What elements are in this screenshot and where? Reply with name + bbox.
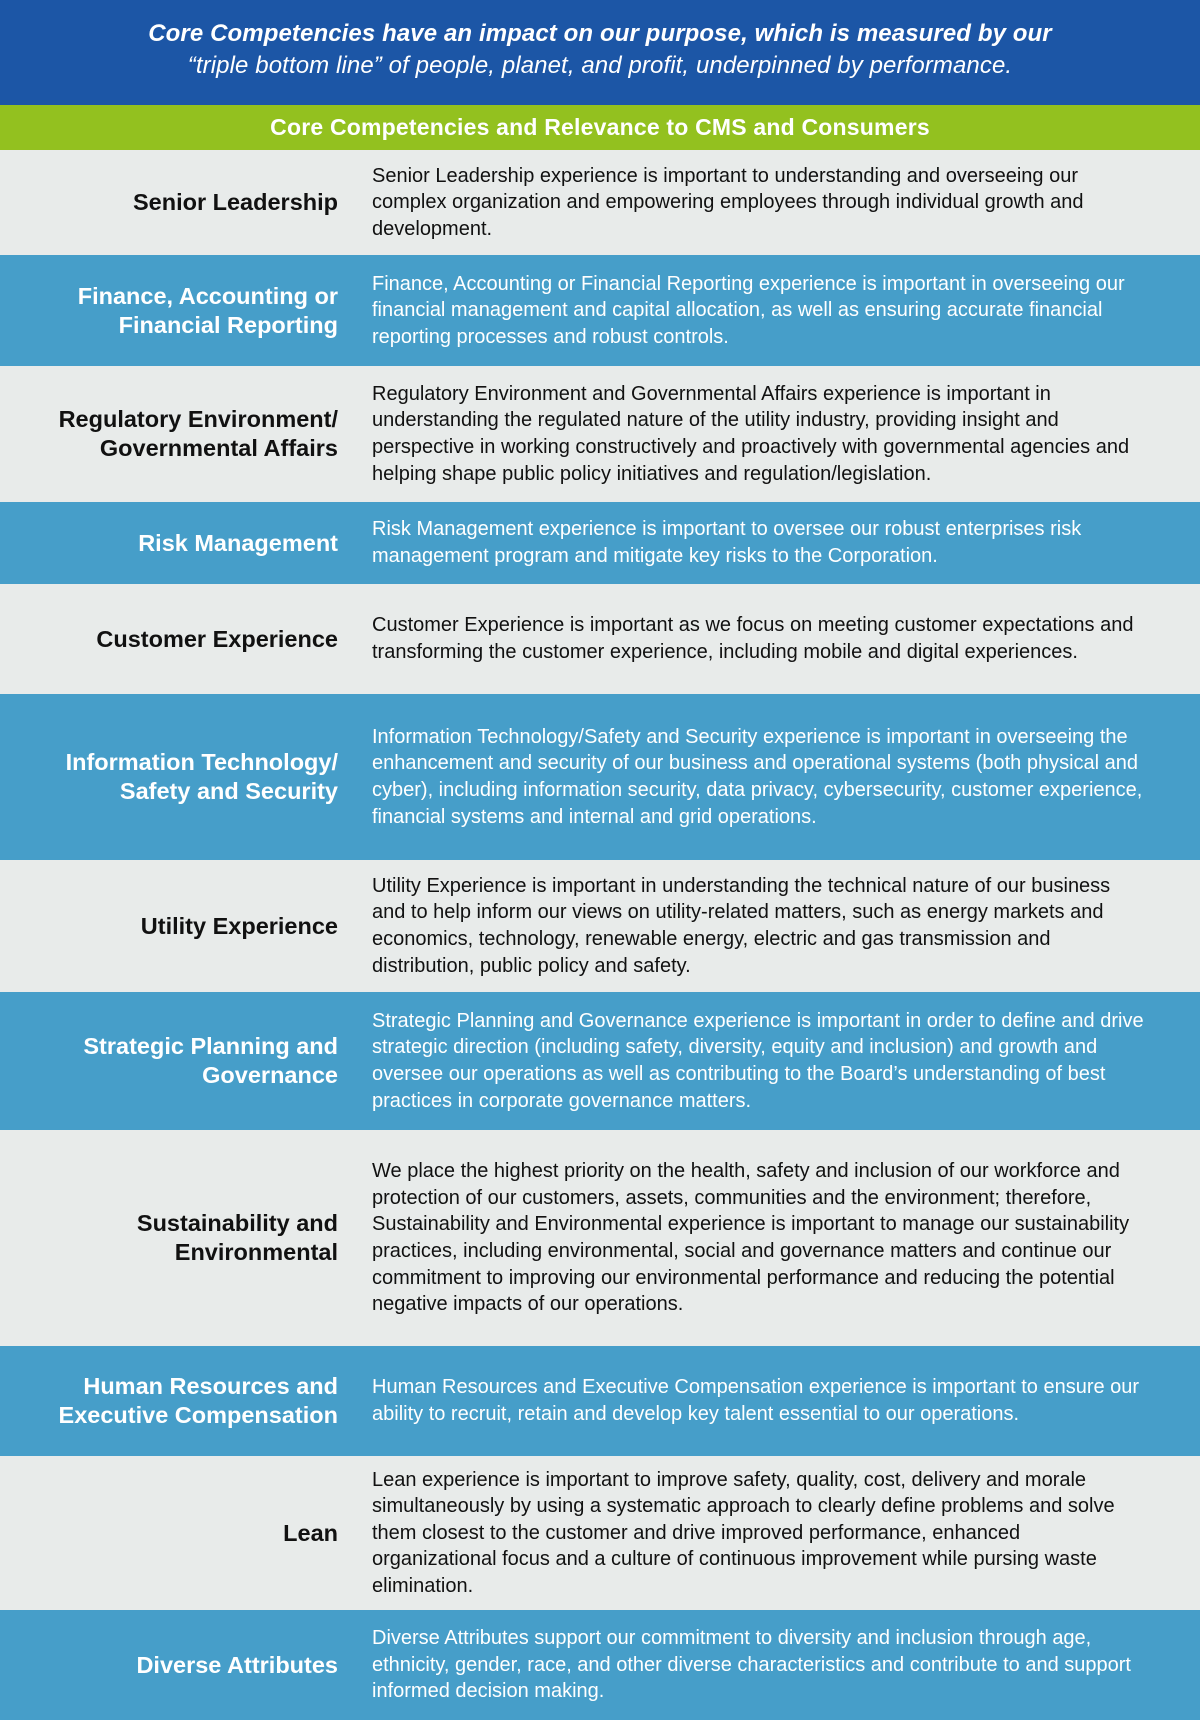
row-label: Senior Leadership bbox=[132, 189, 338, 215]
row-description: Strategic Planning and Governance experience is important in order to define and drive strategic direction (including safety, diversity, equity and inclusion) and growth and oversee our operations as well as contributing to the Board’s understanding of best practices in corporate governance matters. bbox=[372, 1009, 1144, 1112]
intro-line-2: “triple bottom line” of people, planet, and profit, underpinned by performance. bbox=[187, 52, 1013, 79]
row-label: Customer Experience bbox=[96, 625, 338, 652]
table-row bbox=[0, 1346, 1200, 1456]
table-row bbox=[0, 1130, 1200, 1346]
row-label: Regulatory Environment/ Governmental Affairs bbox=[58, 406, 338, 461]
intro-line-1: Core Competencies have an impact on our purpose, which is measured by our bbox=[148, 20, 1052, 47]
table-title: Core Competencies and Relevance to CMS and Consumers bbox=[0, 105, 1200, 150]
table-row bbox=[0, 694, 1200, 860]
table-row bbox=[0, 366, 1200, 502]
table-row bbox=[0, 1456, 1200, 1610]
row-label: Lean bbox=[283, 1519, 338, 1546]
row-description: Senior Leadership experience is important to understanding and overseeing our complex organization and empowering employees through individual growth and development. bbox=[372, 164, 1084, 240]
row-label: Finance, Accounting or Financial Reporting bbox=[77, 282, 338, 338]
row-label: Sustainability and Environmental bbox=[136, 1210, 338, 1265]
row-label: Diverse Attributes bbox=[136, 1651, 338, 1678]
table-row bbox=[0, 255, 1200, 366]
row-label: Human Resources and Executive Compensation bbox=[58, 1373, 338, 1428]
row-description: Diverse Attributes support our commitment to diversity and inclusion through age, ethnicity, gender, race, and other diverse characteristics and contribute to and support informed decision making. bbox=[372, 1627, 1131, 1703]
intro-header bbox=[0, 0, 1200, 105]
row-description: Human Resources and Executive Compensation experience is important to ensure our ability to recruit, retain and develop key talent essential to our operations. bbox=[372, 1376, 1140, 1425]
table-row bbox=[0, 502, 1200, 584]
table-row bbox=[0, 1610, 1200, 1720]
row-description: Lean experience is important to improve safety, quality, cost, delivery and morale simultaneously by using a systematic approach to clearly define problems and solve them closest to the customer and drive improved performance, enhanced organizational focus and a culture of continuous improvement while pursing waste elimination. bbox=[372, 1468, 1115, 1597]
row-description: We place the highest priority on the health, safety and inclusion of our workforce and protection of our customers, assets, communities and the environment; therefore, Sustainability and Environmental experience is important to manage our sustainability practices, including environmental, social and governance matters and continue our commitment to improving our environmental performance and reducing the potential negative impacts of our operations. bbox=[372, 1160, 1130, 1316]
row-description: Utility Experience is important in understanding the technical nature of our business and to help inform our views on utility-related matters, such as energy markets and economics, technology, renewable energy, electric and gas transmission and distribution, public policy and safety. bbox=[372, 874, 1111, 977]
row-label: Risk Management bbox=[138, 529, 338, 556]
competencies-table bbox=[0, 150, 1200, 1720]
table-row bbox=[0, 584, 1200, 694]
table-row bbox=[0, 150, 1200, 255]
table-row bbox=[0, 860, 1200, 992]
row-label: Strategic Planning and Governance bbox=[83, 1033, 338, 1088]
row-description: Information Technology/Safety and Security experience is important in overseeing the enhancement and security of our business and operational systems (both physical and cyber), including information security, data privacy, cybersecurity, customer experience, financial systems and internal and grid operations. bbox=[372, 725, 1143, 828]
row-description: Regulatory Environment and Governmental Affairs experience is important in understanding the regulated nature of the utility industry, providing insight and perspective in working constructively and proactively with governmental agencies and helping shape public policy initiatives and regulation/legislation. bbox=[372, 382, 1130, 485]
row-description: Finance, Accounting or Financial Reporting experience is important in overseeing our financial management and capital allocation, as well as ensuring accurate financial reporting processes and robust controls. bbox=[372, 272, 1125, 348]
row-description: Customer Experience is important as we focus on meeting customer expectations and transforming the customer experience, including mobile and digital experiences. bbox=[372, 614, 1134, 663]
table-row bbox=[0, 992, 1200, 1130]
row-description: Risk Management experience is important to oversee our robust enterprises risk management program and mitigate key risks to the Corporation. bbox=[372, 518, 1082, 567]
row-label: Utility Experience bbox=[140, 912, 338, 939]
row-label: Information Technology/ Safety and Security bbox=[65, 749, 338, 804]
